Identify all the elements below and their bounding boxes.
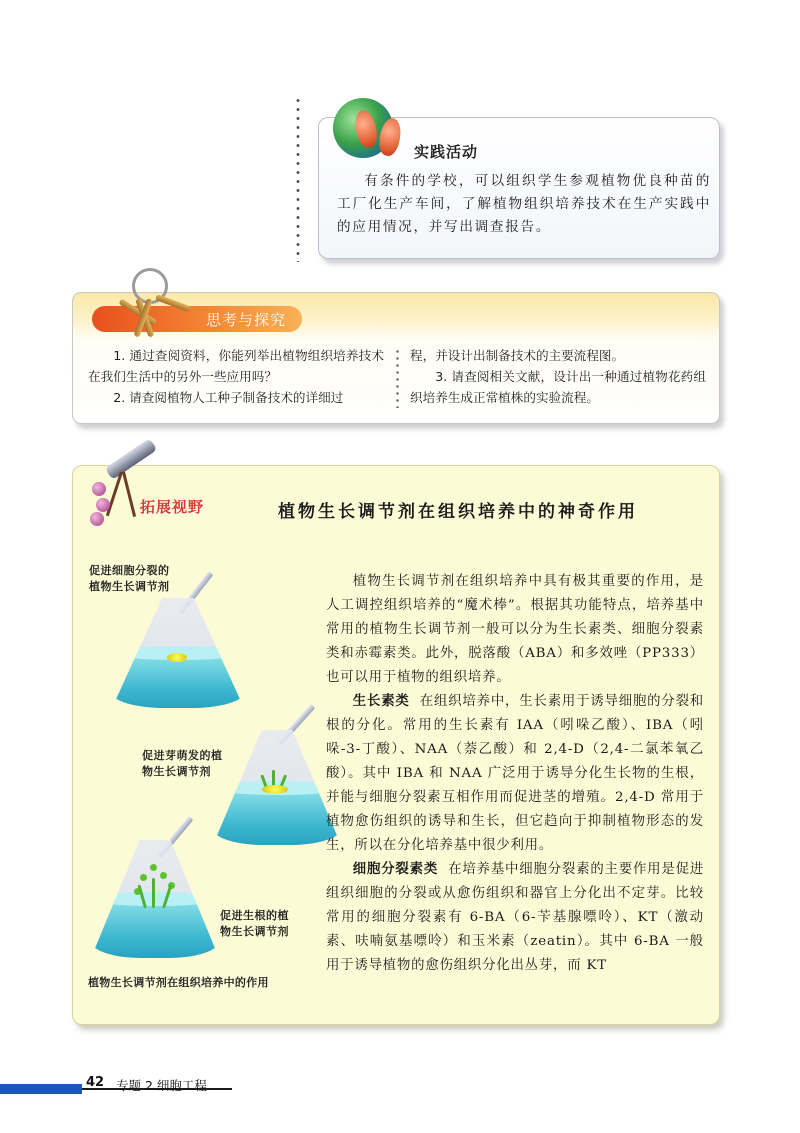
figure-caption: 植物生长调节剂在组织培养中的作用 [88, 976, 269, 989]
think-question-3: 3. 请查阅相关文献，设计出一种通过植物花药组织培养生成正常植株的实验流程。 [410, 369, 706, 405]
flask3-caption: 促进生根的植 物生长调节剂 [220, 909, 289, 938]
page-number: 42 [86, 1075, 105, 1090]
footer-accent [0, 1084, 82, 1094]
extended-body-text [326, 570, 704, 978]
callus-icon [167, 653, 187, 662]
decoration-icon [92, 482, 106, 496]
think-question-2: 2. 请查阅植物人工种子制备技术的详细过 [113, 390, 344, 405]
paragraph-auxins [326, 690, 704, 858]
think-question-1: 1. 通过查阅资料，你能列举出植物组织培养技术在我们生活中的另外一些应用吗？ [88, 348, 384, 384]
cytokinins-heading: 细胞分裂素类 [352, 862, 439, 877]
auxins-heading: 生长素类 [352, 694, 410, 709]
auxins-text: 在组织培养中，生长素用于诱导细胞的分裂和根的分化。常用的生长素有 IAA（吲哚乙酸）、IBA（吲哚-3-丁酸）、NAA（萘乙酸）和 2,4-D（2,4-二氯苯氧乙酸）。其中 IBA 和 NAA 广泛用于诱导分化生长物的生根，并能与细胞分裂素互相作用而促进茎的增殖。2,4-D 常用于植物愈伤组织的诱导和生长，但它趋向于抑制植物形态的发生，所以在分化培养基中很少利用。 [326, 694, 704, 853]
callus-icon [262, 785, 288, 794]
plantlet-icon [140, 874, 147, 881]
plantlet-stem-icon [152, 878, 155, 908]
decoration-icon [96, 498, 110, 512]
footer-topic: 专题 2 细胞工程 [116, 1078, 207, 1093]
paragraph-overview: 植物生长调节剂在组织培养中具有极其重要的作用，是人工调控组织培养的“魔术棒”。根据其功能特点，培养基中常用的植物生长调节剂一般可以分为生长素类、细胞分裂素类和赤霉素类。此外，脱落酸（ABA）和多效唑（PP333）也可以用于植物的组织培养。 [326, 574, 704, 685]
think-right-column [410, 345, 706, 408]
think-title: 思考与探究 [206, 311, 287, 329]
plantlet-icon [160, 872, 167, 879]
extended-title: 植物生长调节剂在组织培养中的神奇作用 [278, 502, 638, 522]
decoration-icon [90, 512, 104, 526]
extended-label: 拓展视野 [140, 498, 205, 516]
practice-title: 实践活动 [414, 143, 479, 161]
column-separator [396, 348, 399, 408]
dotted-divider [296, 96, 300, 262]
paragraph-cytokinins [326, 858, 704, 978]
think-left-column [88, 345, 384, 408]
cytokinins-text: 在培养基中细胞分裂素的主要作用是促进组织细胞的分裂或从愈伤组织和器官上分化出不定芽。比较常用的细胞分裂素有 6-BA（6-苄基腺嘌呤）、KT（激动素、呋喃氨基嘌呤）和玉米素（zeatin）。其中 6-BA 一般用于诱导植物的愈伤组织分化出丛芽，而 KT [326, 862, 704, 973]
think-question-2-cont: 程，并设计出制备技术的主要流程图。 [410, 348, 625, 363]
flask2-caption: 促进芽萌发的植 物生长调节剂 [142, 749, 223, 778]
practice-text: 有条件的学校，可以组织学生参观植物优良种苗的工厂化生产车间，了解植物组织培养技术在生产实践中的应用情况，并写出调查报告。 [337, 173, 711, 235]
flask1-caption: 促进细胞分裂的 植物生长调节剂 [89, 564, 170, 593]
plantlet-icon [150, 864, 157, 871]
